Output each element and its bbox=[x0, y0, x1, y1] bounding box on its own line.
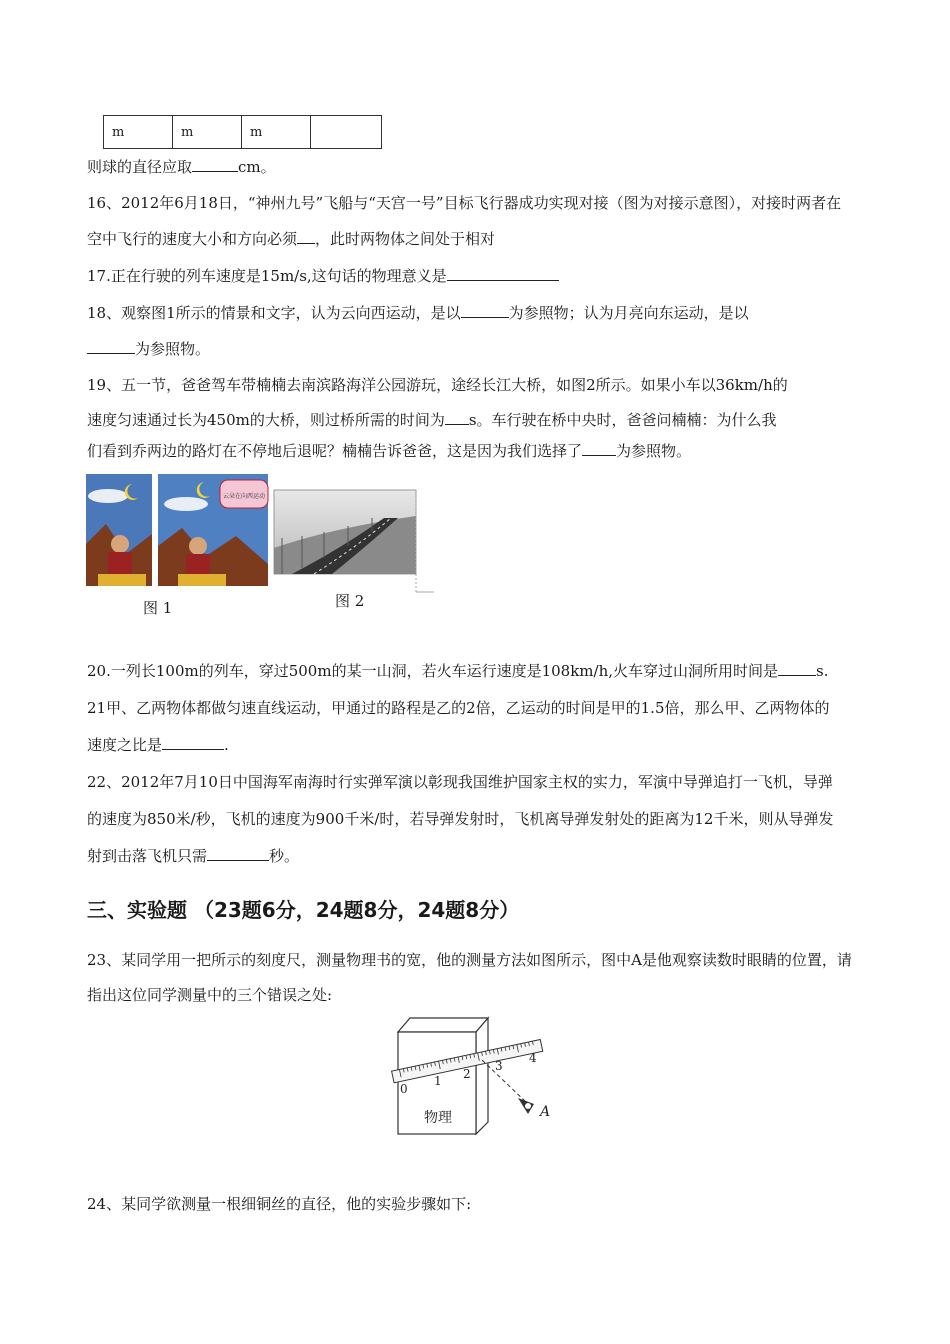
q18-line2 bbox=[87, 339, 210, 359]
q19-text-end: 为参照物。 bbox=[616, 442, 692, 460]
q23-line2: 指出这位同学测量中的三个错误之处: bbox=[87, 986, 333, 1004]
q19-line1: 19、五一节，爸爸驾车带楠楠去南滨路海洋公园游玩，途经长江大桥，如图2所示。如果小车以36km/h的 bbox=[87, 376, 788, 394]
figure-1-cartoon bbox=[86, 474, 270, 588]
q15-text: 则球的直径应取 bbox=[87, 158, 193, 176]
q21-text-end: . bbox=[224, 736, 229, 754]
figure-2-bridge bbox=[272, 488, 436, 594]
answer-blank bbox=[582, 441, 616, 456]
figure-2-label: 图 2 bbox=[335, 592, 365, 610]
q17 bbox=[87, 266, 559, 286]
figure-1-label: 图 1 bbox=[143, 599, 173, 617]
q22-line3 bbox=[87, 846, 299, 866]
tick-label: 2 bbox=[463, 1067, 471, 1081]
tick-label: 3 bbox=[495, 1059, 503, 1073]
q21-line2 bbox=[87, 735, 229, 755]
line-of-sight bbox=[482, 1060, 526, 1102]
q19-text: 们看到乔两边的路灯在不停地后退呢？楠楠告诉爸爸，这是因为我们选择了 bbox=[87, 442, 583, 460]
book-label: 物理 bbox=[424, 1110, 452, 1126]
q18-line1 bbox=[87, 303, 749, 323]
q15-tail bbox=[87, 157, 276, 177]
answer-blank bbox=[207, 846, 269, 861]
q21-text: 速度之比是 bbox=[87, 736, 163, 754]
answer-blank bbox=[87, 339, 135, 354]
q22-line1: 22、2012年7月10日中国海军南海时行实弹军演以彰现我国维护国家主权的实力，军演中导弹追打一飞机，导弹 bbox=[87, 773, 833, 791]
book-top bbox=[398, 1018, 488, 1032]
q15-unit: cm。 bbox=[238, 158, 276, 176]
q17-text: 17.正在行驶的列车速度是15m/s,这句话的物理意义是 bbox=[87, 267, 447, 285]
q16-text: 空中飞行的速度大小和方向必须 bbox=[87, 230, 298, 248]
q22-line2: 的速度为850米/秒，飞机的速度为900千米/时，若导弹发射时，飞机离导弹发射处的距离为12千米，则从导弹发 bbox=[87, 810, 834, 828]
q16-text-end: ，此时两物体之间处于相对 bbox=[315, 230, 496, 248]
unit-table bbox=[103, 115, 382, 149]
unit-cell: m bbox=[104, 116, 173, 149]
q20-text: 20.一列长100m的列车，穿过500m的某一山洞，若火车运行速度是108km/h,火车穿过山洞所用时间是 bbox=[87, 662, 778, 680]
answer-blank bbox=[778, 661, 816, 676]
answer-blank bbox=[162, 735, 224, 750]
q19-text-end: s。车行驶在桥中央时，爸爸问楠楠：为什么我 bbox=[468, 411, 777, 429]
eye-label: A bbox=[540, 1104, 551, 1120]
bubble-text: 云朵在向西运动 bbox=[222, 493, 266, 500]
answer-blank bbox=[297, 229, 315, 244]
answer-blank bbox=[461, 303, 509, 318]
answer-blank bbox=[447, 266, 559, 281]
tick-label: 4 bbox=[529, 1051, 537, 1065]
answer-blank bbox=[192, 157, 238, 172]
q22-text: 射到击落飞机只需 bbox=[87, 847, 208, 865]
q16-line1: 16、2012年6月18日，“神州九号”飞船与“天宫一号”目标飞行器成功实现对接（图为对接示意图），对接时两者在 bbox=[87, 194, 842, 212]
q16-line2 bbox=[87, 229, 495, 249]
q20 bbox=[87, 661, 828, 681]
q18-text-tail: 为参照物。 bbox=[135, 340, 211, 358]
tick-label: 0 bbox=[400, 1082, 408, 1096]
q18-text-end: 为参照物；认为月亮向东运动，是以 bbox=[508, 304, 749, 322]
q19-line2 bbox=[87, 410, 777, 430]
q19-line3 bbox=[87, 441, 691, 461]
unit-cell: m bbox=[173, 116, 242, 149]
q23-line1: 23、某同学用一把所示的刻度尺，测量物理书的宽，他的测量方法如图所示，图中A是他观察读数时眼睛的位置，请 bbox=[87, 951, 852, 969]
section-heading: 三、实验题 （23题6分，24题8分，24题8分） bbox=[87, 898, 520, 922]
q18-text: 18、观察图1所示的情景和文字，认为云向西运动，是以 bbox=[87, 304, 461, 322]
q20-unit: s. bbox=[816, 662, 829, 680]
answer-blank bbox=[445, 410, 469, 425]
ruler-measurement-figure bbox=[390, 1012, 562, 1138]
q19-text: 速度匀速通过长为450m的大桥，则过桥所需的时间为 bbox=[87, 411, 445, 429]
q21-line1: 21甲、乙两物体都做匀速直线运动，甲通过的路程是乙的2倍，乙运动的时间是甲的1.5倍，那么甲、乙两物体的 bbox=[87, 699, 830, 717]
q24-line1: 24、某同学欲测量一根细铜丝的直径，他的实验步骤如下: bbox=[87, 1195, 472, 1213]
book-side bbox=[476, 1018, 488, 1134]
q22-text-end: 秒。 bbox=[269, 847, 300, 865]
tick-label: 1 bbox=[434, 1074, 442, 1088]
unit-cell bbox=[311, 116, 382, 149]
unit-cell: m bbox=[242, 116, 311, 149]
